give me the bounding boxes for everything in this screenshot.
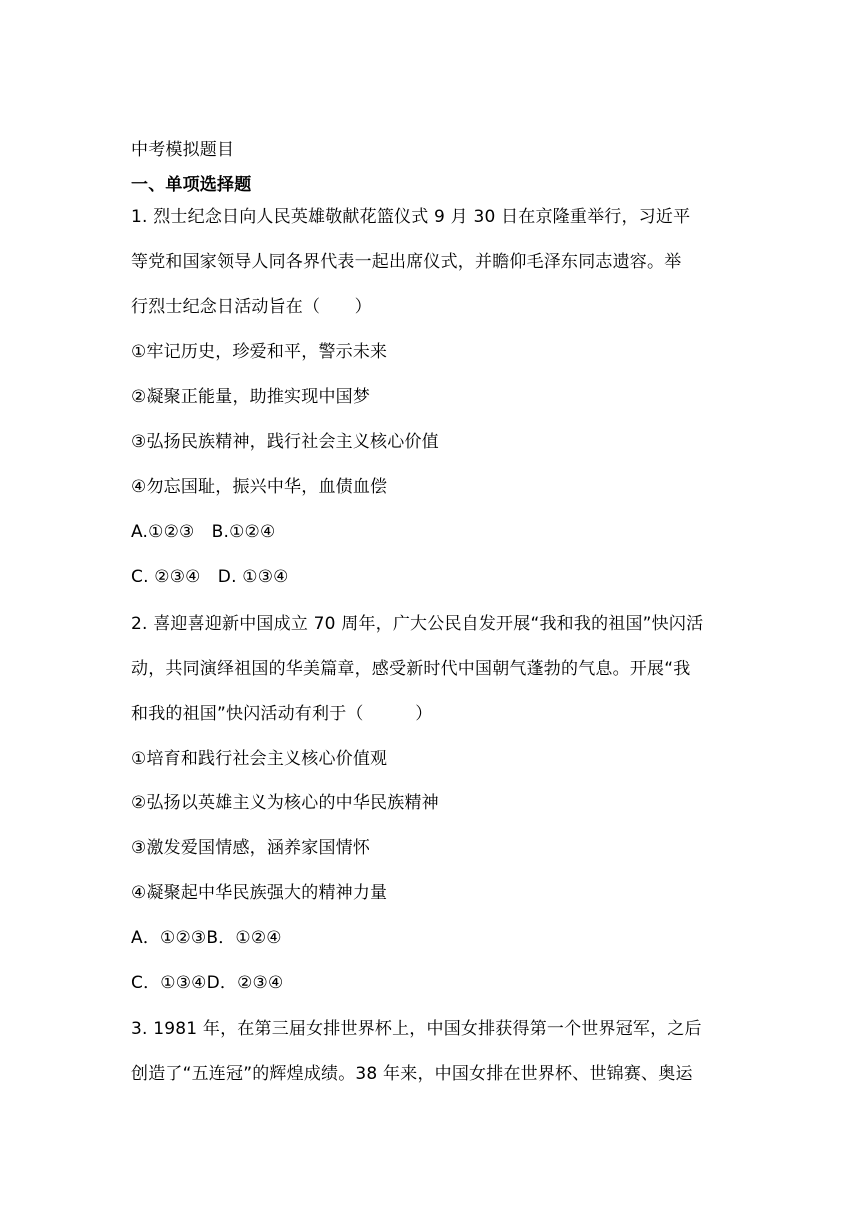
question-2-item-4: ④凝聚起中华民族强大的精神力量 — [131, 883, 388, 903]
question-1-options-1: A.①②③ B.①②④ — [131, 522, 276, 542]
question-1-item-3: ③弘扬民族精神，践行社会主义核心价值 — [131, 432, 439, 452]
section-heading: 一、单项选择题 — [131, 175, 252, 195]
question-3-line-2: 创造了“五连冠”的辉煌成绩。38 年来，中国女排在世界杯、世锦赛、奥运 — [131, 1064, 693, 1084]
question-2-options-1: A．①②③B．①②④ — [131, 928, 282, 948]
document-title: 中考模拟题目 — [131, 140, 235, 160]
question-1-line-3: 行烈士纪念日活动旨在（ ） — [131, 297, 372, 317]
question-1-options-2: C. ②③④ D. ①③④ — [131, 567, 289, 587]
question-1-item-4: ④勿忘国耻，振兴中华，血债血偿 — [131, 477, 388, 497]
question-3-line-1: 3. 1981 年，在第三届女排世界杯上，中国女排获得第一个世界冠军，之后 — [131, 1019, 702, 1039]
question-2-item-2: ②弘扬以英雄主义为核心的中华民族精神 — [131, 793, 439, 813]
question-2-line-1: 2. 喜迎喜迎新中国成立 70 周年，广大公民自发开展“我和我的祖国”快闪活 — [131, 614, 704, 634]
question-1-item-1: ①牢记历史，珍爱和平，警示未来 — [131, 342, 388, 362]
question-2-item-3: ③激发爱国情感，涵养家国情怀 — [131, 838, 371, 858]
question-2-line-3: 和我的祖国”快闪活动有利于（ ） — [131, 704, 433, 724]
question-1-line-1: 1. 烈士纪念日向人民英雄敬献花篮仪式 9 月 30 日在京隆重举行，习近平 — [131, 207, 691, 227]
question-2-line-2: 动，共同演绎祖国的华美篇章，感受新时代中国朝气蓬勃的气息。开展“我 — [131, 659, 691, 679]
question-2-item-1: ①培育和践行社会主义核心价值观 — [131, 749, 388, 769]
question-2-options-2: C．①③④D．②③④ — [131, 973, 284, 993]
question-1-item-2: ②凝聚正能量，助推实现中国梦 — [131, 387, 371, 407]
question-1-line-2: 等党和国家领导人同各界代表一起出席仪式，并瞻仰毛泽东同志遗容。举 — [131, 252, 682, 272]
